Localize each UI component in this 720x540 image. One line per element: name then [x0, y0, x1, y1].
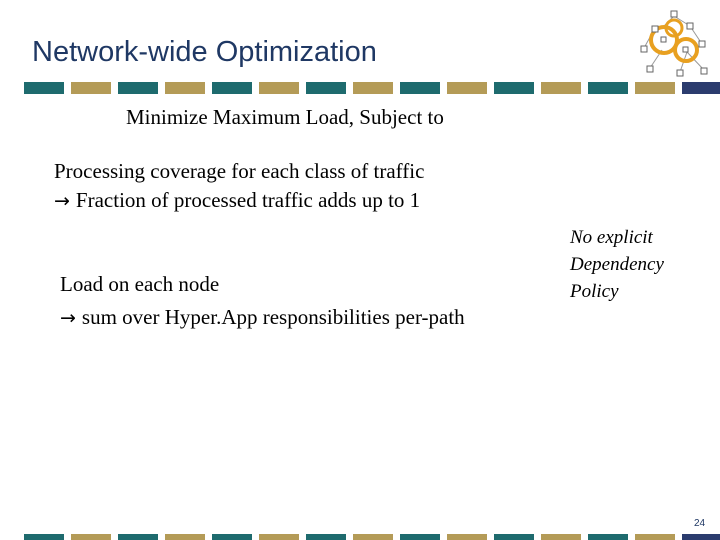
- side-note-line: Dependency: [570, 254, 664, 275]
- side-note-line: No explicit: [570, 227, 653, 248]
- top-decorative-stripe: [24, 82, 720, 94]
- page-number: 24: [694, 518, 706, 529]
- constraint-load-detail: [60, 303, 465, 333]
- bottom-decorative-stripe: [24, 534, 720, 540]
- objective-text: Minimize Maximum Load, Subject to: [126, 105, 444, 129]
- constraint-load-detail-text: sum over Hyper.App responsibilities per-path: [81, 305, 465, 329]
- slide-title: Network-wide Optimization: [32, 36, 377, 68]
- constraint-coverage-heading: Processing coverage for each class of traffic: [54, 159, 425, 183]
- arrow-right-icon: →: [54, 190, 70, 212]
- arrow-right-icon: →: [60, 307, 76, 329]
- network-logo-icon: [632, 8, 712, 80]
- constraint-load-heading: Load on each node: [60, 272, 220, 296]
- constraint-coverage-detail-text: Fraction of processed traffic adds up to 1: [75, 188, 421, 212]
- side-note: [570, 224, 664, 305]
- constraint-coverage-detail: [54, 186, 420, 216]
- side-note-line: Policy: [570, 281, 619, 302]
